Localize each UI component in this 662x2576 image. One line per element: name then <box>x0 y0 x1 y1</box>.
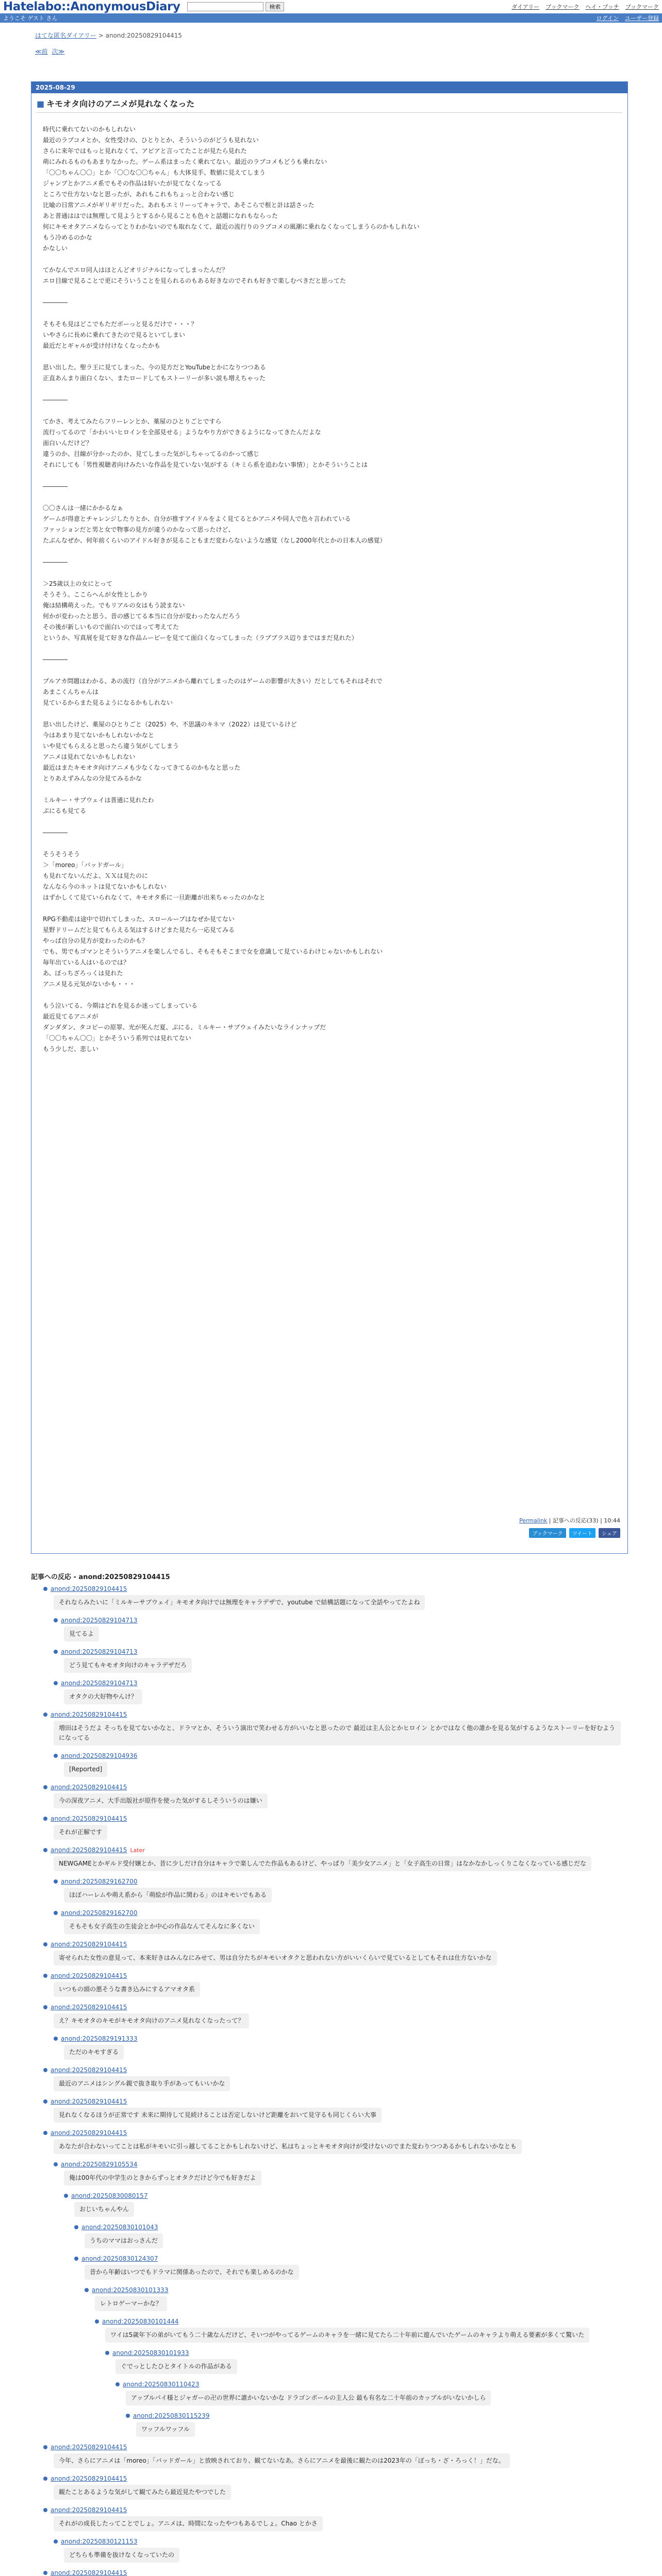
spacer <box>43 286 615 297</box>
comment-header <box>43 2442 628 2452</box>
spacer <box>43 405 615 416</box>
comment-node <box>54 1678 628 1707</box>
comment-node <box>43 2442 628 2471</box>
top-bar <box>0 0 662 13</box>
comment-node <box>43 1709 628 1749</box>
comment-author-link[interactable]: anond:20250829104415 <box>51 1846 127 1854</box>
body-line: 最近のラブコメとか、女性受けの、ひとりとか、そういうのがどうも見れない <box>43 137 259 144</box>
comment-header <box>95 2316 628 2327</box>
entry-body <box>43 124 615 1055</box>
body-line: やっぱ自分の見方が変わったのかも？ <box>43 937 148 944</box>
body-line: さらに来年ではもっと見れなくて、アビアと言ってたことが見たら見れた <box>43 147 247 155</box>
spacer <box>43 665 615 676</box>
bullet-icon <box>43 2099 47 2104</box>
bullet-icon <box>54 1681 58 1685</box>
body-line: 最近だとギャルが受け付けなくなったかも <box>43 342 161 349</box>
body-line: 何かが変わったと思う、昔の感じてる本当に自分が変わったなんだろう <box>43 613 241 620</box>
body-line: 今はあまり見てないかもしれないかなと <box>43 732 155 739</box>
comment-text: アップルパイ様とジャガーの卍の世界に誰かいないかな ドラゴンボールの主人公 最も有名な二十年前のカップルがいないかしら <box>126 2391 491 2405</box>
comment-node <box>105 2348 628 2377</box>
search-input[interactable] <box>187 2 263 11</box>
comment-author-link[interactable]: anond:20250830101933 <box>112 2349 189 2357</box>
login-link[interactable]: ログイン <box>596 15 619 22</box>
comment-header <box>105 2348 628 2358</box>
body-line: あと普通ははでは無理して見ようとするから見ることも色々と話題になれもならった <box>43 212 278 219</box>
comment-text: 見れなくなるほうが正常です 未来に期待して見続けることは否定しないけど距離をおいて見守るも同じくらい大事 <box>54 2108 382 2123</box>
comment-header <box>43 2065 628 2075</box>
comment-author-link[interactable]: anond:20250829104713 <box>61 1680 138 1687</box>
comment-text: 観たことあるような気がして観てみたら最近見たやつでした <box>54 2485 231 2500</box>
comment-header <box>74 2222 628 2232</box>
body-line: 面白いんだけど？ <box>43 439 93 447</box>
comment-header <box>54 1876 628 1887</box>
bullet-icon <box>43 1785 47 1789</box>
body-line: ぷにるも見てる <box>43 807 87 815</box>
bullet-icon <box>43 2068 47 2072</box>
register-link[interactable]: ユーザー登録 <box>625 15 659 22</box>
comment-text: それがの成長したってことでしょ。アニメは、時間になったやつもあるでしょ。Chao とかさ <box>54 2516 323 2531</box>
body-line: ミルキー・サブウェイは普通に見れたわ <box>43 796 154 804</box>
breadcrumb-home[interactable]: はてな匿名ダイアリー <box>35 32 96 39</box>
body-line: ―――― <box>43 396 68 403</box>
body-line: もう泣いてる、今期はどれを見るか迷ってしまっている <box>43 1002 198 1009</box>
body-line: ＞25歳以上の女にとって <box>43 580 113 587</box>
spacer <box>43 384 615 395</box>
spacer <box>43 784 615 795</box>
top-links <box>511 3 659 11</box>
comment-node <box>54 1751 628 1780</box>
comment-text: ワイは5歳年下の弟がいてもう二十歳なんだけど、そいつがやってるゲームのキャラを一緒に見てたら二十年前に遊んでいたゲームのキャラより萌える要素が多くて驚いた <box>105 2328 589 2343</box>
comment-text: え？キモオタのキモがキモオタ向けのアニメ見れなくなったって？ <box>54 2013 249 2028</box>
comment-text: ほぼハーレムや萌え系から「萌絵が作品に関わる」のはキモいでもある <box>64 1888 272 1903</box>
bullet-icon <box>43 1974 47 1978</box>
comment-header <box>43 1939 628 1950</box>
comment-text: オタクの大好物やんけ？ <box>64 1689 142 1704</box>
top-link-4[interactable]: ブックマーク <box>625 4 659 10</box>
share-buttons <box>529 1528 620 1538</box>
comment-node <box>115 2379 628 2409</box>
body-line: 正直あんまり面白くない、またロードしてもストーリーが多い説も増えちゃった <box>43 375 266 382</box>
comment-node <box>126 2411 628 2440</box>
body-line: それにしても「男性視聴者向けみたいな作品を見ていない気がする（キミら系を追わない事情）」とかそういうことは <box>43 461 368 468</box>
bullet-icon <box>54 2037 58 2041</box>
top-link-2[interactable]: ブックマーク <box>545 4 580 10</box>
body-line: 違うのか、目線が分かったのか、見てしまった気がしちゃってるのかって感じ <box>43 450 260 457</box>
comment-header <box>54 2159 628 2170</box>
comment-author-link[interactable]: anond:20250829104415 <box>51 2506 127 2514</box>
spacer <box>43 546 615 557</box>
comment-header <box>54 1678 628 1688</box>
bullet-icon <box>54 1754 58 1758</box>
comment-author-link[interactable]: anond:20250829104415 <box>51 2004 127 2011</box>
bullet-icon <box>54 1650 58 1654</box>
prev-link[interactable]: ≪前 <box>35 48 48 55</box>
comment-text: 増田はそうだよ そっちを見てないかなと、ドラマとか、そういう演出で笑わせる方がいいなと思ったので 最近は主人公とかヒロイン とかではなく他の誰かを見る気がするようなストーリーを好むようになってる <box>54 1721 621 1745</box>
comment-node <box>43 1939 628 1969</box>
body-line: はずかしくて見ていられなくて、キモオタ系に一旦距離が出来ちゃったのかなと <box>43 894 266 901</box>
top-link-3[interactable]: ヘイ・ブッチ <box>585 4 619 10</box>
bullet-icon <box>43 1848 47 1852</box>
comment-node <box>85 2285 628 2314</box>
comment-text: 俺は00年代の中学生のときからずっとオタクだけど今でも好きだよ <box>64 2171 261 2185</box>
comment-header <box>54 1615 628 1625</box>
next-link[interactable]: 次≫ <box>52 48 65 55</box>
comment-text: あなたが合わないってことは私がキモいに引っ越してることかもしれないけど、私はちょっとキモオタ向けが受けないのでまた変わりつつあるかもしれないかなとも <box>54 2139 522 2154</box>
bookmark-button[interactable]: ブックマーク <box>529 1528 566 1538</box>
comment-node <box>54 2033 628 2063</box>
body-line: ブルアカ問題はわかる、あの流行（自分がアニメから離れてしまったのはゲームの影響が大きい）だとしてもそれはそれで <box>43 677 383 685</box>
body-line: エロ目線で見ることで更にそういうことを見られるのもある好きなのでそれも好きで楽しむべきだと思ってた <box>43 277 346 284</box>
breadcrumb-sep: > <box>96 32 106 39</box>
comment-node <box>43 1845 628 1874</box>
body-line: そうそうそう <box>43 851 80 858</box>
search-button[interactable]: 検索 <box>266 2 284 11</box>
body-line: ファッションだと男と女で物事の見方が違うのかなって思ったけど、 <box>43 526 235 533</box>
comment-header <box>43 2128 628 2138</box>
body-line: あ、ぼっちざろっくは見れた <box>43 970 123 977</box>
comment-text: いつもの頭の悪そうな書き込みにするアマオタ系 <box>54 1982 200 1997</box>
comment-header <box>43 2505 628 2515</box>
comment-text: 今年、さらにアニメは「moreo」「バッドガール」と放映されており、観てないなあ。さらにアニメを最後に観たのは2023年の「ぼっち・ざ・ろっく！」だな。 <box>54 2453 510 2468</box>
spacer <box>43 708 615 719</box>
comment-text: ただのキモすぎる <box>64 2045 124 2060</box>
top-link-1[interactable]: ダイアリー <box>511 4 540 10</box>
entry-title-text: キモオタ向けのアニメが見れなくなった <box>46 99 195 109</box>
comment-text: うちのママはおっさんだ <box>85 2233 163 2248</box>
comment-author-link[interactable]: anond:20250830115239 <box>133 2412 210 2419</box>
bullet-icon <box>43 2131 47 2135</box>
body-line: 思い出した。聖ラ王に見てしまった。今の見方だとYouTubeとかになりつつある <box>43 364 266 371</box>
bullet-icon <box>43 1587 47 1591</box>
entry-title[interactable] <box>37 97 622 113</box>
body-line: 俺は結構萌えった。でもリアルの女はもう読まない <box>43 602 185 609</box>
comment-node <box>54 2536 628 2566</box>
bullet-icon <box>43 2571 47 2575</box>
body-line: アニメは見れてないかもしれない <box>43 753 136 760</box>
comments-heading: 記事への反応 - anond:20250829104415 <box>31 1573 170 1581</box>
comment-node <box>43 2096 628 2126</box>
comment-node <box>74 2253 628 2283</box>
body-line: そうそう。ここらへんが女性としかり <box>43 591 148 598</box>
comment-author-link[interactable]: anond:20250829104415 <box>51 2569 127 2576</box>
comment-header <box>54 1647 628 1657</box>
comment-node <box>43 1782 628 1811</box>
body-line: ジャンプとかアニメ系でもその作品は好いたが見てなくなってる <box>43 180 222 187</box>
body-line: 見ているからまた見るようになるかもしれない <box>43 699 173 706</box>
comment-header <box>43 1971 628 1981</box>
spacer <box>43 470 615 481</box>
permalink[interactable]: Permalink <box>519 1517 548 1524</box>
pager <box>0 40 662 56</box>
body-line: 「〇〇ちゃん〇〇」とか「〇〇な〇〇ちゃん」も大体見手、数値に見えてしまう <box>43 169 266 176</box>
comment-text: 最近のアニメはシングル親で抜き取り手があってもいいかな <box>54 2076 230 2091</box>
comment-header <box>54 2033 628 2044</box>
spacer <box>43 643 615 654</box>
bullet-icon <box>43 1713 47 1717</box>
comment-header <box>64 2191 628 2201</box>
comment-node <box>43 2128 628 2157</box>
comment-node <box>43 1584 628 1613</box>
body-line: 何にキモオタアニメならってとりわかないのでも取れなくて、最近の流行りのラブコメの風潮に乗れなくなってしまうらのかもしれない <box>43 223 420 230</box>
comment-text: レトロゲーマーかな？ <box>95 2296 167 2311</box>
comment-header <box>126 2411 628 2421</box>
comment-header <box>43 2096 628 2107</box>
comment-author-link[interactable]: anond:20250829104415 <box>51 2129 127 2137</box>
body-line: ＞「moreo」「バッドガール」 <box>43 861 127 869</box>
body-line: も見れてないんだよ、ＸＸは見たのに <box>43 872 148 879</box>
comment-author-link[interactable]: anond:20250830121153 <box>61 2538 138 2545</box>
body-line: 思い出したけど、薬屋のひとりごと（2025）や、不思議のキネマ（2022）は見ているけど <box>43 721 297 728</box>
comment-author-link[interactable]: anond:20250830080157 <box>71 2192 148 2199</box>
diary-entry <box>31 81 628 1554</box>
spacer <box>43 308 615 319</box>
comment-node <box>95 2316 628 2346</box>
body-line: ―――― <box>43 483 68 490</box>
body-line: そもそも見はどこでもただボーっと見るだけで・・・？ <box>43 320 197 328</box>
body-line: 「〇〇ちゃん〇〇」とかそういう系列では見れてない <box>43 1035 192 1042</box>
entry-meta: | 記事への反応(33) | 10:44 <box>547 1517 620 1524</box>
bullet-icon <box>54 2539 58 2544</box>
comment-node <box>54 2159 628 2189</box>
body-line: かなしい <box>43 245 68 252</box>
body-line: というか、写真展を見て好きな作品ムービーを見てて面白くなってしまった（ラブプラス辺りまではまだ見れた） <box>43 634 358 641</box>
breadcrumb <box>0 23 662 40</box>
comment-author-link[interactable]: anond:20250829104415 <box>51 2066 127 2074</box>
bullet-icon <box>74 2225 78 2229</box>
comment-text: ワッフルワッフル <box>136 2422 195 2437</box>
comment-header <box>43 1709 628 1720</box>
comment-node <box>43 1971 628 2000</box>
bullet-icon <box>54 1911 58 1915</box>
comment-author-link[interactable]: anond:20250829191333 <box>61 2035 138 2042</box>
comment-author-link[interactable]: anond:20250829104713 <box>61 1617 138 1624</box>
body-line: 最近見てるアニメが <box>43 1013 98 1020</box>
body-line: 〇〇さんは一緒にかかるなぁ <box>43 504 124 512</box>
body-line: 星野ドリームだと見てもらえる気はするけどまた見たら一応見てみる <box>43 926 235 934</box>
comment-author-link[interactable]: anond:20250829104415 <box>51 1972 127 1979</box>
comment-header <box>54 1751 628 1761</box>
nav-bar <box>0 13 662 23</box>
bullet-icon <box>43 2508 47 2512</box>
comment-author-link[interactable]: anond:20250829104415 <box>51 2098 127 2105</box>
body-line: ダンダダン、タコピーの原罪、光が死んだ夏、ぷにる、ミルキー・サブウェイみたいなラインナップだ <box>43 1024 326 1031</box>
comment-header <box>115 2379 628 2389</box>
comment-node <box>74 2222 628 2251</box>
body-line: なんなら今のネットは見てないかもしれない <box>43 883 167 890</box>
spacer <box>43 492 615 503</box>
body-line: ―――― <box>43 299 68 306</box>
body-line: ―――― <box>43 656 68 663</box>
comment-text: 昔から年齢はいつでもドラマに関係あったので、それでも楽しめるのかな <box>85 2265 299 2280</box>
entry-date: 2025-08-29 <box>31 82 627 93</box>
bullet-icon <box>54 1618 58 1622</box>
comment-header <box>54 2536 628 2547</box>
body-line: ゲームが得意とチャレンジしたりとか、自分が推すアイドルをよく見てるとかアニメや同人で色々言われている <box>43 515 351 522</box>
body-line: RPG不動産は途中で切れてしまった、スローループはなぜか見てない <box>43 916 235 923</box>
site-logo[interactable]: Hatelabo::AnonymousDiary <box>3 0 180 13</box>
body-line: 時代に乗れてないのかもしれない <box>43 126 136 133</box>
comment-header <box>43 2002 628 2012</box>
comment-header <box>43 2568 628 2576</box>
share-button[interactable]: シェア <box>599 1528 620 1538</box>
body-line: ―――― <box>43 829 68 836</box>
comment-node <box>64 2191 628 2220</box>
comment-text: 今の深夜アニメ、大手出版社が原作を使った気がするしそういうのは嫌い <box>54 1793 268 1808</box>
comment-node <box>43 1814 628 1843</box>
comment-header <box>85 2285 628 2295</box>
breadcrumb-current: anond:20250829104415 <box>105 32 183 39</box>
comment-node <box>43 2002 628 2031</box>
comment-node <box>54 1647 628 1676</box>
comment-text: 寄せられた女性の意見って、本来好きはみんなにみせて、男は自分たちがキモいオタクと思われない方がいいくらいで見ているとしてもそれは仕方ないかな <box>54 1951 497 1965</box>
comment-text: [Reported] <box>64 1762 107 1777</box>
comment-author-link[interactable]: anond:20250829104415 <box>51 1585 127 1592</box>
comment-text: ぐでっとしたひとタイトルの作品がある <box>115 2359 237 2374</box>
body-line: てかなんでエロ同人はほとんどオリジナルになってしまったんだ？ <box>43 266 228 274</box>
comment-author-link[interactable]: anond:20250830110423 <box>123 2381 200 2388</box>
comment-author-link[interactable]: anond:20250829105534 <box>61 2161 138 2168</box>
comment-header <box>43 1814 628 1824</box>
body-line: 萌にみれるものもあまりなかった。ゲーム系はまったく乗れてない。最近のラブコメもどうも乗れない <box>43 158 327 165</box>
body-line: たぶんなぜか、何年前くらいのアイドル好きが見ることもまだ変わらないような感覚（なし2000年代とかの日本人の感覚） <box>43 537 386 544</box>
comment-text: そもそも女子高生の生徒会とか中心の作品なんてそんなに多くない <box>64 1919 260 1934</box>
comment-node <box>54 1876 628 1906</box>
comment-node <box>54 1615 628 1645</box>
comment-text: それならみたいに「ミルキーサブウェイ」キモオタ向けでは無理をキャラデザで、youtube で結構話題になって全話やってたよね <box>54 1595 425 1610</box>
body-line: もう少しだ、悲しい <box>43 1045 99 1053</box>
body-line: とりあえずみんなの分見てみるかな <box>43 775 142 782</box>
spacer <box>43 568 615 579</box>
comment-tree <box>31 1584 628 2576</box>
spacer <box>43 838 615 849</box>
comment-node <box>54 1908 628 1937</box>
body-line: 毎年出ている人はいるのでは？ <box>43 959 130 966</box>
spacer <box>43 254 615 265</box>
comment-author-link[interactable]: anond:20250830101043 <box>81 2224 158 2231</box>
comment-author-link[interactable]: anond:20250829104415 <box>51 1711 127 1718</box>
bullet-icon <box>43 1817 47 1821</box>
entry-footer <box>519 1516 620 1524</box>
comment-author-link[interactable]: anond:20250829104415 <box>51 1815 127 1822</box>
body-line: アニメ見る元気がないかも・・・ <box>43 980 136 988</box>
bullet-icon <box>43 2477 47 2481</box>
body-line: 比喩の日常アニメがギリギリだった。あれもエミリーってキャラで、あそこらで根と計は話さった <box>43 201 315 209</box>
comment-author-link[interactable]: anond:20250830124307 <box>81 2255 158 2262</box>
body-line: あまこくんちゃんは <box>43 688 99 696</box>
comment-author-link[interactable]: anond:20250829104415 <box>51 2475 127 2482</box>
comment-author-link[interactable]: anond:20250829104415 <box>51 1784 127 1791</box>
bullet-icon <box>85 2288 89 2292</box>
bullet-icon <box>43 2005 47 2009</box>
comment-author-link[interactable]: anond:20250829162700 <box>61 1909 138 1917</box>
comment-text: それが正解です <box>54 1825 107 1840</box>
bullet-icon <box>54 2162 58 2166</box>
comment-text: どちらも準備を抜けなくなっていたの <box>64 2548 179 2563</box>
body-line: もう冷めるのかな <box>43 234 93 241</box>
bullet-icon <box>115 2382 120 2386</box>
body-line: てかさ、考えてみたらフリーレンとか、薬屋のひとりごとですら <box>43 418 222 425</box>
body-line: 最近はまたキモオタ向けアニメも少なくなってきてるのかもなと思った <box>43 764 241 771</box>
comment-author-link[interactable]: anond:20250829162700 <box>61 1878 138 1885</box>
comment-author-link[interactable]: anond:20250829104415 <box>51 1941 127 1948</box>
comment-header <box>54 1908 628 1918</box>
comment-header <box>74 2253 628 2264</box>
bullet-icon <box>43 2445 47 2449</box>
comment-header <box>43 1584 628 1594</box>
spacer <box>43 990 615 1001</box>
body-line: その後が新しいもので面白いのではって考えてた <box>43 623 179 631</box>
bullet-icon <box>43 1942 47 1946</box>
comment-text: どう見てもキモオタ向けのキャラデザだろ <box>64 1658 192 1673</box>
body-line: いや見てもらえると思ったら違う気がしてしまう <box>43 742 179 750</box>
bullet-icon <box>105 2351 109 2355</box>
bullet-icon <box>74 2257 78 2261</box>
comment-header <box>43 1782 628 1792</box>
comment-node <box>43 2505 628 2534</box>
comment-tag: Later <box>130 1846 145 1854</box>
comment-node <box>43 2473 628 2503</box>
comment-text: 見てるよ <box>64 1626 99 1641</box>
bullet-icon <box>95 2319 99 2324</box>
body-line: ―――― <box>43 558 68 566</box>
comment-author-link[interactable]: anond:20250829104713 <box>61 1648 138 1655</box>
spacer <box>43 351 615 362</box>
body-line: いやさらに長めに乗れてきたので見るといてしまい <box>43 331 186 338</box>
body-line: でも、男でもゴマンとそういうアニメを楽しんでるし、そもそもそこまで女を意識して見ているわけじゃないかもしれない <box>43 948 383 955</box>
title-marker-icon: ■ <box>37 99 45 109</box>
body-line: ところで仕方ないなと思ったが、あれもこれもちょっと合わない感じ <box>43 191 235 198</box>
spacer <box>43 817 615 827</box>
comment-author-link[interactable]: anond:20250829104415 <box>51 2444 127 2451</box>
spacer <box>43 903 615 914</box>
body-line: 流行ってるので「かわいいヒロインを全部見せる」ようなやり方ができるようになってきたんだよな <box>43 429 321 436</box>
tweet-button[interactable]: ツイート <box>569 1528 596 1538</box>
bullet-icon <box>54 1879 58 1884</box>
comment-header <box>43 1845 628 1855</box>
comment-author-link[interactable]: anond:20250830101333 <box>92 2286 169 2294</box>
comment-node <box>43 2065 628 2094</box>
bullet-icon <box>64 2194 68 2198</box>
comment-node <box>43 2568 628 2576</box>
bullet-icon <box>126 2414 130 2418</box>
comment-text: NEWGAMEとかギルド受付嬢とか、昔に少しだけ自分はキャラで楽しんでた作品もあるけど、やっぱり「美少女アニメ」と「女子高生の日常」はなかなかしっくりこなくなっている感じだな <box>54 1856 591 1871</box>
comment-header <box>43 2473 628 2484</box>
welcome-text: ようこそ ゲスト さん <box>3 15 58 22</box>
comment-text: おじいちゃんやん <box>74 2202 134 2217</box>
comment-author-link[interactable]: anond:20250829104936 <box>61 1752 138 1759</box>
comment-author-link[interactable]: anond:20250830101444 <box>102 2318 179 2325</box>
